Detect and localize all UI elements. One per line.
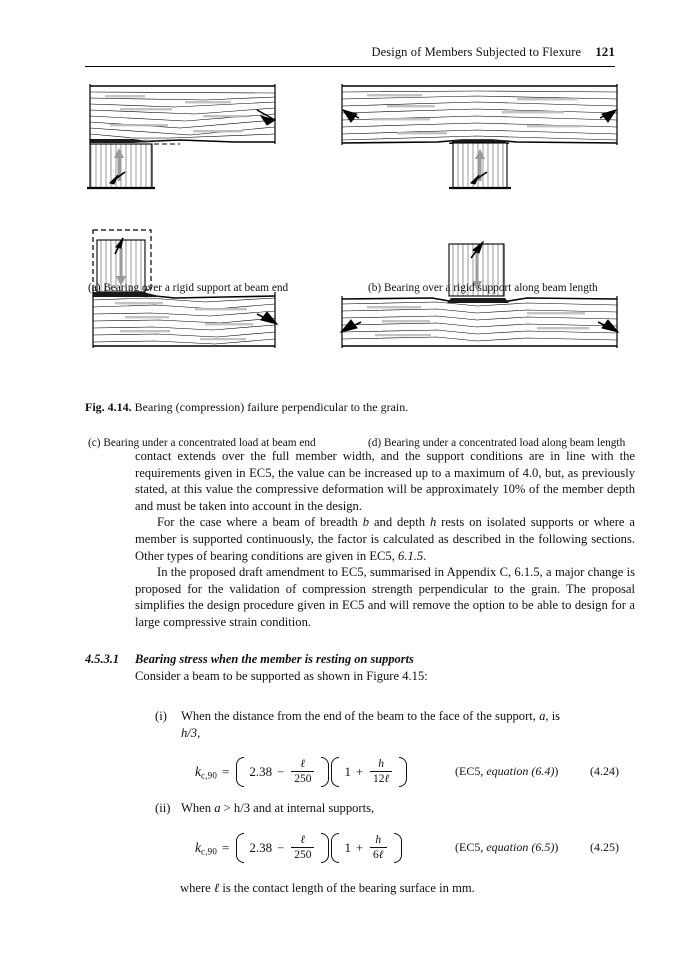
header-title: Design of Members Subjected to Flexure — [371, 45, 582, 59]
eq2-frac2-den-num: 6 — [373, 849, 379, 862]
eq2-second-factor — [331, 831, 401, 865]
eq1-frac2-denominator — [370, 772, 392, 786]
eq1-k: k — [195, 763, 201, 779]
ec5-clause-ref: 6.1.5 — [398, 548, 424, 563]
eq2-frac1-numerator: ℓ — [300, 833, 306, 846]
equation-4-25-reference — [455, 840, 558, 855]
equation-4-24-row — [135, 752, 635, 792]
paragraph-2-pre: For the case where a beam of breadth — [157, 515, 363, 530]
item-i-pre: When the distance from the end of the beam to the face of the support, — [181, 709, 540, 723]
eq2-one: 1 — [344, 840, 351, 855]
item-i-post: , is — [545, 709, 561, 723]
list-item-i-continuation — [181, 725, 640, 742]
equation-4-25 — [195, 828, 404, 868]
header-divider — [85, 66, 615, 67]
diagram-bearing-rigid-support-beam-end — [85, 80, 285, 195]
eq2-operator-2: + — [355, 840, 364, 855]
eq2-frac2-den-sym: ℓ — [378, 849, 384, 862]
eq2-ref-italic: equation (6.5) — [486, 840, 555, 854]
list-marker-ii: (ii) — [155, 801, 171, 815]
eq1-ref-pre: (EC5, — [455, 764, 487, 778]
section-heading — [85, 652, 630, 667]
item-i-var: a — [539, 709, 546, 723]
eq2-equals: = — [222, 840, 230, 855]
equation-4-24-reference — [455, 764, 558, 779]
list-item-ii-text — [181, 800, 640, 817]
figure-panel-b — [337, 80, 622, 195]
list-item-i-text — [181, 708, 640, 725]
figure-subcaption-b — [368, 282, 649, 296]
eq1-frac1-denominator: 250 — [294, 773, 312, 786]
figure-subcaption-a-text: (a) Bearing over a rigid support at beam end — [88, 282, 289, 294]
eq1-operator-2: + — [355, 764, 364, 779]
figure-caption — [85, 400, 615, 415]
eq1-fraction-1 — [291, 758, 314, 786]
equation-4-24 — [195, 752, 409, 792]
eq2-frac2-denominator — [370, 848, 387, 862]
paragraph-2-end: . — [423, 548, 427, 563]
item-ii-post: > h/3 and at internal supports, — [220, 801, 375, 815]
list-item-i — [155, 708, 640, 741]
var-h: h — [429, 515, 437, 530]
page-number: 121 — [595, 44, 615, 59]
eq1-frac1-numerator: ℓ — [300, 757, 306, 770]
eq1-equals: = — [222, 764, 230, 779]
list-marker-i: (i) — [155, 709, 167, 723]
equation-4-25-lhs — [195, 840, 217, 857]
var-b: b — [362, 515, 370, 530]
eq1-frac2-den-num: 12 — [373, 773, 385, 786]
eq1-coefficient: 2.38 — [249, 764, 273, 779]
paragraph-2-mid: and depth — [369, 515, 430, 530]
equation-4-25-row — [135, 828, 635, 868]
equation-4-24-lhs — [195, 764, 217, 781]
eq2-frac2-numerator: h — [375, 833, 382, 846]
closing-post: is the contact length of the bearing surface in mm. — [219, 881, 475, 895]
list-item-ii — [155, 800, 640, 817]
eq1-fraction-2 — [370, 758, 392, 786]
figure-panel-a — [85, 80, 285, 195]
eq2-subscript: c,90 — [201, 846, 218, 857]
equation-4-25-tag: (4.25) — [590, 840, 619, 854]
figure-caption-text: Bearing (compression) failure perpendicular to the grain. — [134, 400, 409, 414]
eq2-operator-1: − — [277, 840, 285, 855]
section-number: 4.5.3.1 — [85, 652, 120, 666]
eq2-frac1-denominator: 250 — [294, 849, 312, 862]
section-title: Bearing stress when the member is resting on supports — [135, 652, 414, 666]
eq1-second-factor — [331, 755, 407, 789]
closing-symbol: ℓ — [213, 881, 220, 895]
paragraph-3: In the proposed draft amendment to EC5, summarised in Appendix C, 6.1.5, a major change is proposed for the validation of compression strength perpendicular to the grain. The proposal simplifies the design procedure given in EC5 and will remove the option to be able to design for a large compressive strain condition. — [135, 565, 635, 629]
eq2-ref-pre: (EC5, — [455, 840, 487, 854]
eq1-subscript: c,90 — [201, 770, 218, 781]
eq2-coefficient: 2.38 — [249, 840, 273, 855]
eq1-ref-italic: equation (6.4) — [486, 764, 555, 778]
eq1-ref-close: ) — [554, 764, 559, 778]
figure-subcaption-a — [88, 282, 334, 296]
eq1-first-factor — [236, 755, 329, 789]
paragraph-1: contact extends over the full member width, and the support conditions are in line with the requirements given in EC5, the value can be increased up to a maximum of 4.0, but, as previously stated, at this value the compressive deformation will be approximately 10% of the member depth and must be taken into account in the design. — [135, 449, 635, 513]
closing-note — [180, 880, 620, 897]
diagram-bearing-rigid-support-along-length — [337, 80, 622, 195]
equation-4-24-tag: (4.24) — [590, 764, 619, 778]
eq1-one: 1 — [344, 764, 351, 779]
figure-subcaption-c-text: (c) Bearing under a concentrated load at beam end — [88, 437, 316, 449]
eq1-operator-1: − — [277, 764, 285, 779]
eq2-k: k — [195, 839, 201, 855]
paragraph-2-post: rests on isolated supports or where a member is supported continuously, the factor is calculated as described in the following sections. Other types of bearing conditions are given in EC5, — [135, 515, 635, 563]
body-text — [135, 448, 635, 631]
figure-subcaption-d-text: (d) Bearing under a concentrated load along beam length — [368, 437, 626, 449]
eq2-fraction-1 — [291, 834, 314, 862]
item-ii-pre: When — [181, 801, 215, 815]
page-header — [85, 44, 615, 60]
item-ii-var: a — [214, 801, 221, 815]
paragraph-2 — [135, 514, 635, 564]
eq2-ref-close: ) — [554, 840, 559, 854]
item-i-cont-text: h/3, — [181, 725, 201, 740]
eq1-frac2-den-sym: ℓ — [384, 773, 390, 786]
closing-pre: where — [180, 881, 214, 895]
eq2-first-factor — [236, 831, 329, 865]
section-lead-in: Consider a beam to be supported as shown in Figure 4.15: — [135, 669, 428, 683]
figure-number: Fig. 4.14. — [85, 400, 132, 414]
figure-subcaption-b-text: (b) Bearing over a rigid support along beam length — [368, 282, 598, 294]
eq1-frac2-numerator: h — [378, 757, 385, 770]
eq2-fraction-2 — [370, 834, 387, 862]
